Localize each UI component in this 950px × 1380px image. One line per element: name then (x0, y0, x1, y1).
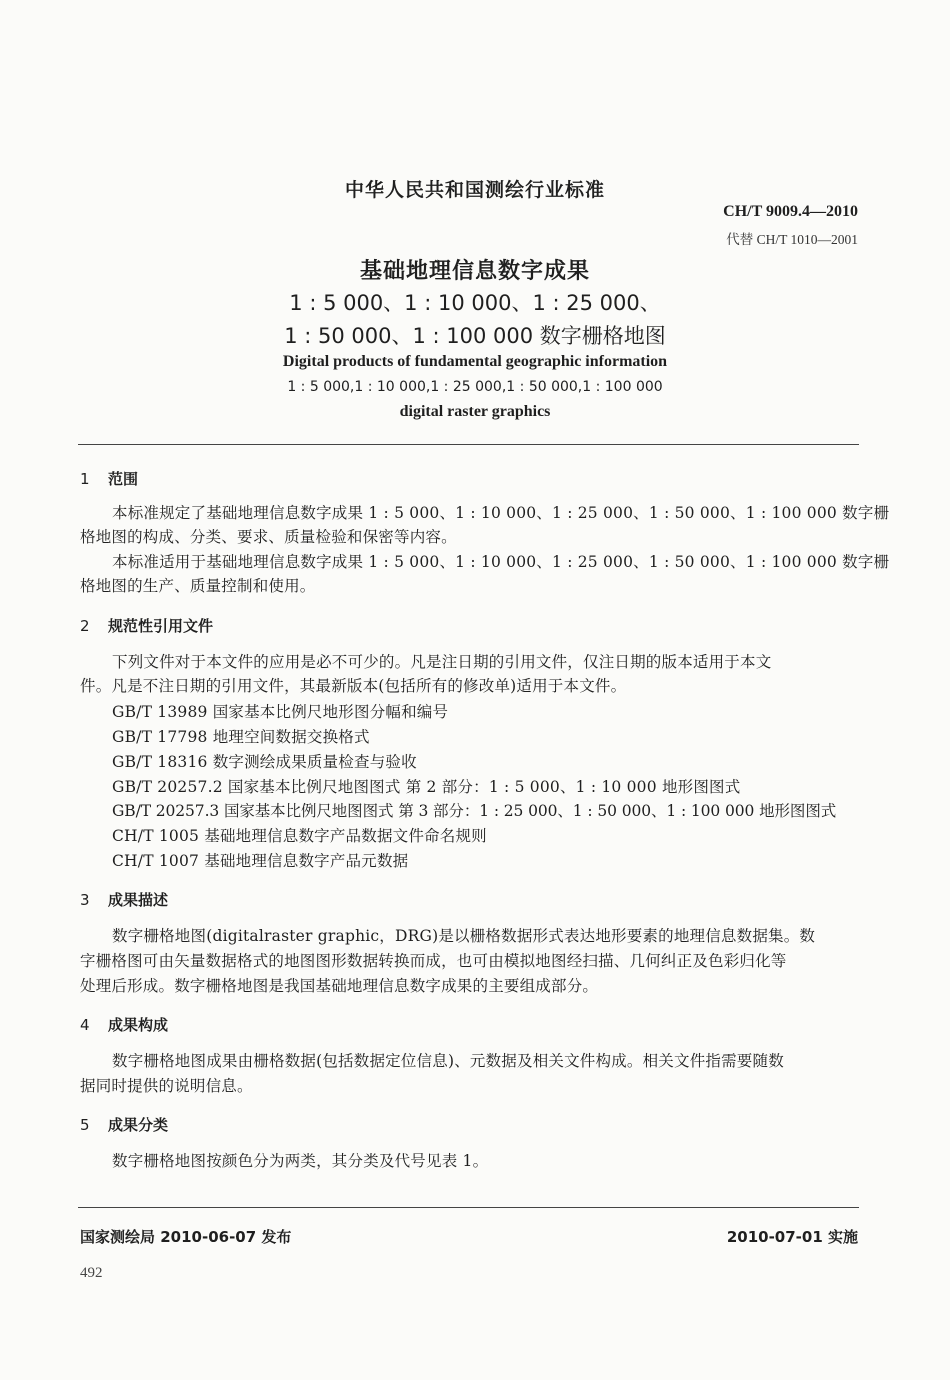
s1-para1-line2: 格地图的构成、分类、要求、质量检验和保密等内容。 (80, 528, 457, 546)
org-title: 中华人民共和国测绘行业标准 (344, 179, 605, 201)
reference-item: GB/T 17798 地理空间数据交换格式 (112, 728, 370, 746)
standard-number: CH/T 9009.4—2010 (723, 203, 858, 220)
s1-para2-line1: 本标准适用于基础地理信息数字成果 1 : 5 000、1 : 10 000、1 : 25 000、1 : 50 000、1 : 100 000 数字栅 (112, 553, 890, 571)
section-number: 2 (80, 617, 90, 635)
page-number: 492 (80, 1265, 103, 1281)
section-4-heading (80, 1014, 168, 1035)
s3-line3: 处理后形成。数字栅格地图是我国基础地理信息数字成果的主要组成部分。 (80, 977, 599, 995)
s1-para1-line1: 本标准规定了基础地理信息数字成果 1 : 5 000、1 : 10 000、1 : 25 000、1 : 50 000、1 : 100 000 数字栅 (112, 504, 890, 522)
title-en-line2: 1 : 5 000,1 : 10 000,1 : 25 000,1 : 50 000,1 : 100 000 (287, 379, 663, 395)
reference-item: GB/T 20257.2 国家基本比例尺地图图式 第 2 部分：1 : 5 000、1 : 10 000 地形图图式 (112, 778, 741, 796)
reference-item: GB/T 18316 数字测绘成果质量检查与验收 (112, 753, 417, 771)
s1-para2-line2: 格地图的生产、质量控制和使用。 (80, 577, 316, 595)
section-number: 1 (80, 470, 90, 488)
implementation-date: 2010-07-01 实施 (726, 1228, 858, 1246)
s4-line2: 据同时提供的说明信息。 (80, 1077, 253, 1095)
reference-item: CH/T 1007 基础地理信息数字产品元数据 (112, 852, 409, 870)
title-en-line1: Digital products of fundamental geographic information (282, 353, 668, 370)
section-title: 成果分类 (108, 1116, 169, 1134)
s2-para1-line2: 件。凡是不注日期的引用文件，其最新版本(包括所有的修改单)适用于本文件。 (80, 677, 627, 695)
section-5-heading (80, 1114, 168, 1135)
title-en-line3: digital raster graphics (399, 403, 551, 420)
section-title: 范围 (108, 470, 139, 488)
title-cn-line3: 1 : 50 000、1 : 100 000 数字栅格地图 (284, 324, 666, 348)
section-number: 3 (80, 891, 90, 909)
footer-divider (78, 1207, 859, 1208)
reference-item: GB/T 20257.3 国家基本比例尺地图图式 第 3 部分：1 : 25 000、1 : 50 000、1 : 100 000 地形图图式 (112, 802, 837, 820)
title-cn-line1: 基础地理信息数字成果 (359, 259, 590, 284)
section-title: 成果描述 (108, 891, 169, 909)
section-2-heading (80, 615, 213, 636)
section-3-heading (80, 889, 168, 910)
reference-item: GB/T 13989 国家基本比例尺地形图分幅和编号 (112, 703, 449, 721)
section-1-heading (80, 468, 138, 489)
s2-para1-line1: 下列文件对于本文件的应用是必不可少的。凡是注日期的引用文件，仅注日期的版本适用于本文 (112, 653, 772, 671)
section-number: 4 (80, 1016, 90, 1034)
section-number: 5 (80, 1116, 90, 1134)
s3-line2: 字栅格图可由矢量数据格式的地图图形数据转换而成，也可由模拟地图经扫描、几何纠正及色彩归化等 (80, 952, 787, 970)
section-title: 规范性引用文件 (108, 617, 214, 635)
header-divider (78, 444, 859, 445)
reference-item: CH/T 1005 基础地理信息数字产品数据文件命名规则 (112, 827, 487, 845)
s4-line1: 数字栅格地图成果由栅格数据(包括数据定位信息)、元数据及相关文件构成。相关文件指需要随数 (112, 1052, 784, 1070)
section-title: 成果构成 (108, 1016, 169, 1034)
s5-line1: 数字栅格地图按颜色分为两类，其分类及代号见表 1。 (112, 1152, 489, 1170)
title-cn-line2: 1 : 5 000、1 : 10 000、1 : 25 000、 (289, 291, 661, 315)
replaces-standard: 代替 CH/T 1010—2001 (726, 232, 858, 247)
s3-line1: 数字栅格地图(digitalraster graphic，DRG)是以栅格数据形式表达地形要素的地理信息数据集。数 (112, 927, 816, 945)
issued-date: 国家测绘局 2010-06-07 发布 (80, 1228, 292, 1246)
